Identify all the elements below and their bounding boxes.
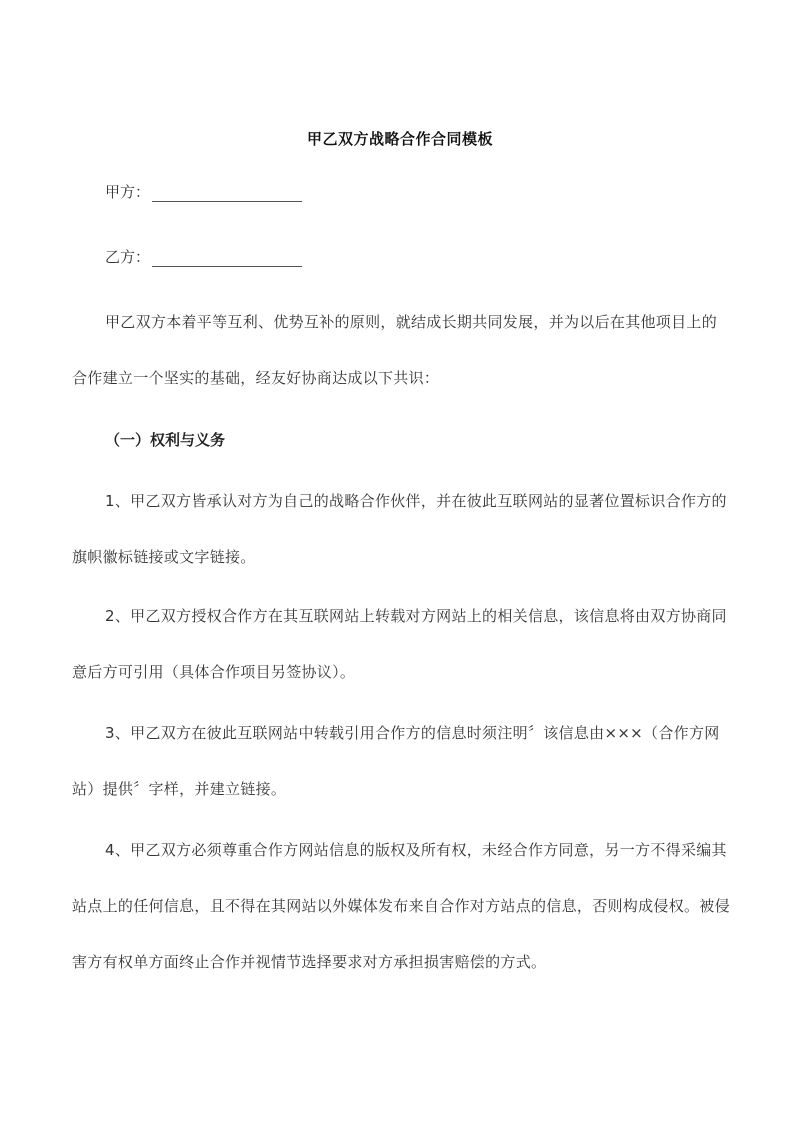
clause-3: 3、甲乙双方在彼此互联网站中转载引用合作方的信息时须注明〞该信息由×××（合作方网站）提供〞字样，并建立链接。 [72,724,720,798]
clause-4: 4、甲乙双方必须尊重合作方网站信息的版权及所有权，未经合作方同意，另一方不得采编其站点上的任何信息，且不得在其网站以外媒体发布来自合作对方站点的信息，否则构成侵权。被侵害方有权单方面终止合作并视情节选择要求对方承担损害赔偿的方式。 [72,841,730,971]
party-a-blank-line[interactable] [152,187,302,202]
section-heading: （一）权利与义务 [105,431,226,449]
party-b-field [105,246,302,267]
intro-paragraph: 甲乙双方本着平等互利、优势互补的原则，就结成长期共同发展，并为以后在其他项目上的合作建立一个坚实的基础，经友好协商达成以下共识： [72,313,718,387]
clause-1: 1、甲乙双方皆承认对方为自己的战略合作伙伴，并在彼此互联网站的显著位置标识合作方的旗帜徽标链接或文字链接。 [72,492,727,566]
party-b-label: 乙方： [105,248,151,266]
party-a-field [105,181,302,202]
clause-2: 2、甲乙双方授权合作方在其互联网站上转载对方网站上的相关信息，该信息将由双方协商同意后方可引用（具体合作项目另签协议）。 [72,607,727,681]
party-a-label: 甲方： [105,183,151,201]
document-title: 甲乙双方战略合作合同模板 [306,130,493,148]
party-b-blank-line[interactable] [152,252,302,267]
